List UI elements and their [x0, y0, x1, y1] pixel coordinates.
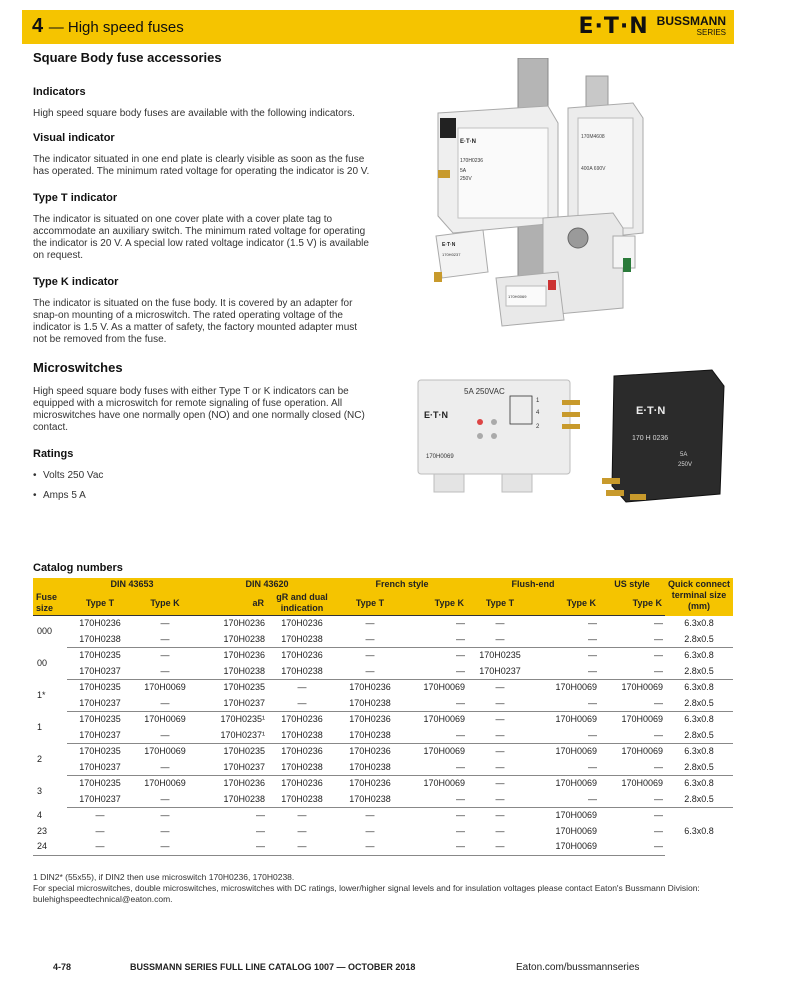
table-cell: 170H0238	[337, 792, 403, 808]
table-cell: —	[267, 696, 337, 712]
table-row	[33, 616, 733, 632]
type-t-heading: Type T indicator	[33, 192, 118, 204]
footnote-contact: For special microswitches, double microswitches, microswitches with DC ratings, lower/higher signal levels and for insulation voltages please contact Eaton's Bussmann Division: bulehighspeedtechnical@eaton.com.	[33, 883, 700, 904]
table-row	[33, 648, 733, 664]
table-cell: 170H0069	[423, 714, 465, 724]
table-cell: 170H0235	[79, 746, 121, 756]
visual-indicator-text: The indicator situated in one end plate is clearly visible as soon as the fuse has operated. The minimum rated voltage for operating the indicator is 20 V.	[33, 154, 370, 177]
left-column	[33, 52, 373, 510]
table-cell: 170H0069	[423, 682, 465, 692]
table-cell: 170H0069	[144, 746, 186, 756]
page-number: 4-78	[53, 962, 72, 972]
fuse-size-cell: 23	[37, 825, 48, 836]
table-cell: 170H0237	[197, 696, 267, 712]
table-column-header-row	[33, 591, 733, 616]
table-cell: —	[297, 825, 307, 836]
fuse-size-cell: 4	[37, 809, 43, 820]
brand-name: BUSSMANN	[656, 13, 726, 28]
table-row	[33, 664, 733, 680]
table-cell: 2.8x0.5	[665, 760, 733, 776]
table-cell: 170H0235	[79, 682, 121, 692]
table-cell: —	[467, 760, 533, 776]
table-row	[33, 808, 733, 824]
table-header-cell	[33, 578, 67, 591]
group-din43653: DIN 43653	[67, 578, 197, 591]
switch-right-logo: E·T·N	[636, 405, 666, 417]
group-french-style: French style	[337, 578, 467, 591]
table-cell: 170H0236	[79, 618, 121, 628]
table-cell: 170H0238	[267, 792, 337, 808]
table-cell: 170H0236	[349, 714, 391, 724]
table-cell: —	[495, 618, 505, 628]
table-row	[33, 776, 733, 792]
table-cell: —	[533, 792, 599, 808]
table-cell: 170H0236	[349, 746, 391, 756]
table-cell: 6.3x0.8	[684, 778, 714, 788]
table-cell: 170H0069	[555, 682, 597, 692]
table-cell: —	[403, 696, 467, 712]
table-cell: 170H0236	[349, 778, 391, 788]
table-cell: 170H0069	[621, 746, 663, 756]
table-cell: —	[533, 632, 599, 648]
table-cell: 170H0238	[337, 696, 403, 712]
table-cell: —	[456, 618, 465, 628]
col-flush-type-k: Type K	[533, 591, 599, 616]
table-cell: —	[495, 682, 505, 692]
table-cell: —	[337, 632, 403, 648]
col-french-type-t: Type T	[337, 591, 403, 616]
table-cell: —	[599, 728, 665, 744]
table-cell: 170H0069	[144, 714, 186, 724]
table-cell: 170H0069	[423, 746, 465, 756]
table-cell: —	[403, 664, 467, 680]
group-us-style: US style	[599, 578, 665, 591]
table-cell: —	[337, 664, 403, 680]
ratings-heading: Ratings	[33, 448, 74, 460]
table-cell: —	[297, 810, 307, 820]
table-cell: 170H0238	[267, 728, 337, 744]
table-cell: —	[467, 728, 533, 744]
table-row	[33, 744, 733, 760]
table-cell: 170H0236	[349, 682, 391, 692]
table-cell: —	[654, 825, 663, 836]
table-cell: 170H0238	[197, 792, 267, 808]
group-quick-connect: Quick connect terminal size (mm)	[665, 578, 733, 616]
table-cell: —	[654, 618, 663, 628]
indicators-heading: Indicators	[33, 86, 86, 98]
table-cell: 170H0237	[467, 664, 533, 680]
table-cell: 170H0238	[267, 664, 337, 680]
table-row	[33, 839, 733, 855]
table-cell: 170H0236	[281, 650, 323, 660]
col-fuse-size: Fuse size	[33, 591, 67, 616]
table-cell: 170H0236	[281, 714, 323, 724]
switch-left-rating: 5A 250VAC	[464, 387, 505, 396]
contact-4: 4	[536, 410, 540, 416]
table-cell: —	[533, 664, 599, 680]
col-us-type-k: Type K	[599, 591, 665, 616]
section-title	[32, 15, 184, 38]
table-cell: 170H0069	[144, 682, 186, 692]
fuse-size-cell: 1*	[37, 689, 46, 700]
table-cell: —	[133, 696, 197, 712]
table-cell: 170H0069	[555, 810, 597, 820]
table-cell: 6.3x0.8	[684, 746, 714, 756]
table-cell: —	[267, 839, 337, 855]
table-cell: 170H0237	[197, 760, 267, 776]
table-cell: 170H0235	[79, 650, 121, 660]
table-cell: 2.8x0.5	[665, 728, 733, 744]
table-cell: 170H0236	[223, 618, 265, 628]
fuse-assortment-photo	[418, 58, 734, 350]
table-cell: —	[95, 825, 105, 836]
table-cell: —	[467, 839, 533, 855]
col-french-type-k: Type K	[403, 591, 467, 616]
section-header-bar	[22, 10, 734, 44]
table-cell: —	[133, 632, 197, 648]
table-cell: 170H0238	[267, 632, 337, 648]
table-cell: 2.8x0.5	[665, 696, 733, 712]
website-link[interactable]: Eaton.com/bussmannseries	[516, 962, 640, 973]
table-cell: 170H0235¹	[220, 714, 265, 724]
table-cell: 170H0069	[144, 778, 186, 788]
fuse-size-cell: 00	[37, 657, 48, 668]
table-cell: 170H0237	[67, 728, 133, 744]
table-cell: —	[495, 714, 505, 724]
table-cell: —	[403, 792, 467, 808]
type-k-heading: Type K indicator	[33, 276, 119, 288]
fuse-label-rating: 400A 690V	[581, 166, 606, 172]
type-t-text: The indicator is situated on one cover plate with a cover plate tag to accommodate an auxiliary switch. The minimum rated voltage for operating the indicator is 20 V. A special low rated voltage indicator (1.5 V) is available on request.	[33, 214, 369, 261]
table-cell: 170H0069	[555, 746, 597, 756]
rating-item: • Volts 250 Vac	[33, 470, 373, 482]
table-cell: —	[467, 792, 533, 808]
table-cell: —	[495, 746, 505, 756]
table-cell: —	[67, 839, 133, 855]
table-group-header-row	[33, 578, 733, 591]
table-cell: —	[467, 696, 533, 712]
table-cell: 170H0069	[621, 682, 663, 692]
table-cell: 170H0238	[337, 728, 403, 744]
col-type-t: Type T	[67, 591, 133, 616]
fuse-size-cell: 24	[33, 839, 67, 855]
table-row	[33, 760, 733, 776]
section-title-text: — High speed fuses	[48, 19, 184, 36]
footnotes	[33, 872, 733, 905]
col-ar: aR	[197, 591, 267, 616]
type-k-text: The indicator is situated on the fuse body. It is covered by an adapter for snap-on mounting of a microswitch. The rated operating voltage of the indicator is 1.5 V. As a matter of safety, the factory mounted adapter must not be removed from the fuse.	[33, 298, 358, 345]
table-cell: 170H0238	[197, 632, 267, 648]
table-cell: —	[365, 650, 375, 660]
bussmann-series-mark	[656, 13, 726, 38]
table-cell: —	[456, 650, 465, 660]
ratings-list	[33, 470, 373, 502]
table-cell: 170H0235	[79, 778, 121, 788]
table-cell: 170H0237¹	[197, 728, 267, 744]
table-cell: 6.3x0.8	[684, 682, 714, 692]
table-row	[33, 696, 733, 712]
switch-small-logo: E·T·N	[442, 242, 456, 248]
table-cell: 170H0069	[555, 714, 597, 724]
catalog-table-body	[33, 616, 733, 856]
table-cell: 170H0235	[223, 746, 265, 756]
table-cell: —	[297, 682, 307, 692]
table-cell: —	[197, 839, 267, 855]
col-type-k: Type K	[133, 591, 197, 616]
catalog-numbers-heading: Catalog numbers	[33, 562, 123, 574]
table-cell: —	[403, 728, 467, 744]
table-cell: —	[654, 810, 663, 820]
table-cell: 2.8x0.5	[665, 632, 733, 648]
indicators-text: High speed square body fuses are available with the following indicators.	[33, 108, 355, 119]
fuse-size-cell: 2	[37, 753, 43, 764]
footnote-din2: 1 DIN2* (55x55), if DIN2 then use microswitch 170H0236, 170H0238.	[33, 872, 295, 882]
table-cell: 170H0237	[67, 696, 133, 712]
table-cell: 170H0238	[197, 664, 267, 680]
col-gr-dual: gR and dual indication	[267, 591, 337, 616]
table-cell: 170H0069	[533, 839, 599, 855]
table-cell: 170H0238	[267, 760, 337, 776]
table-cell: —	[533, 760, 599, 776]
group-flush-end: Flush-end	[467, 578, 599, 591]
table-cell: —	[95, 810, 105, 820]
rating-item: • Amps 5 A	[33, 490, 373, 502]
table-cell: —	[365, 618, 375, 628]
table-cell: 170H0069	[621, 778, 663, 788]
table-cell: —	[133, 760, 197, 776]
table-cell: 170H0236	[223, 778, 265, 788]
table-cell: —	[467, 632, 533, 648]
table-cell: 6.3x0.8	[684, 617, 714, 628]
section-number: 4	[32, 15, 44, 37]
table-cell: —	[160, 825, 170, 836]
table-cell: —	[160, 810, 170, 820]
table-cell: —	[133, 664, 197, 680]
contact-1: 1	[536, 398, 540, 404]
switch-right-amp: 5A	[680, 452, 688, 458]
table-cell: —	[403, 839, 467, 855]
table-cell: 170H0238	[337, 760, 403, 776]
switch-front-part: 170H0069	[508, 294, 527, 299]
table-cell: —	[599, 792, 665, 808]
table-cell: —	[588, 618, 597, 628]
table-cell: 170H0238	[67, 632, 133, 648]
table-cell: —	[160, 618, 170, 628]
table-cell: 170H0069	[555, 778, 597, 788]
table-cell: 170H0237	[67, 760, 133, 776]
table-cell: —	[337, 839, 403, 855]
table-cell: —	[495, 825, 505, 836]
visual-indicator-heading: Visual indicator	[33, 132, 115, 144]
table-cell: 170H0236	[281, 618, 323, 628]
table-cell: —	[456, 810, 465, 820]
table-row	[33, 824, 733, 840]
table-cell: —	[533, 728, 599, 744]
table-cell: 170H0069	[621, 714, 663, 724]
table-cell: —	[495, 778, 505, 788]
table-cell: —	[403, 760, 467, 776]
table-cell: —	[533, 696, 599, 712]
table-cell: —	[599, 632, 665, 648]
table-cell: —	[133, 839, 197, 855]
switch-left-part: 170H0069	[426, 454, 454, 460]
table-cell: —	[588, 650, 597, 660]
group-din43620: DIN 43620	[197, 578, 337, 591]
table-cell: —	[599, 696, 665, 712]
table-cell: 170H0236	[223, 650, 265, 660]
fuse-size-cell: 3	[37, 785, 43, 796]
table-cell: 170H0235	[79, 714, 121, 724]
eaton-bussmann-logo	[578, 14, 726, 39]
table-cell: —	[654, 650, 663, 660]
table-cell: 2.8x0.5	[665, 792, 733, 808]
table-cell: —	[256, 810, 265, 820]
table-cell: —	[133, 728, 197, 744]
table-cell: 6.3x0.8	[684, 650, 714, 660]
table-cell: 170H0236	[281, 778, 323, 788]
table-cell: —	[599, 760, 665, 776]
table-cell: 170H0069	[555, 825, 597, 836]
microswitches-heading: Microswitches	[33, 360, 123, 375]
table-cell: 170H0069	[423, 778, 465, 788]
table-cell: 170H0237	[67, 664, 133, 680]
table-cell: —	[133, 792, 197, 808]
contact-2: 2	[536, 424, 540, 430]
table-row	[33, 792, 733, 808]
switch-small-part: 170H0237	[442, 252, 461, 257]
table-cell: —	[160, 650, 170, 660]
microswitch-photo	[414, 366, 734, 516]
eaton-logo: E·T·N	[578, 14, 649, 39]
table-cell: 170H0237	[67, 792, 133, 808]
table-cell: —	[495, 810, 505, 820]
table-row	[33, 728, 733, 744]
microswitches-text: High speed square body fuses with either Type T or K indicators can be equipped with a microswitch for remote signaling of fuse operation. All microswitches have one normally open (NO) and one normally closed (NC) contact.	[33, 386, 365, 433]
fuse-size-cell: 1	[37, 721, 43, 732]
table-row	[33, 632, 733, 648]
fuse-size-cell: 000	[37, 626, 53, 636]
page-title: Square Body fuse accessories	[33, 50, 222, 65]
table-row	[33, 712, 733, 728]
table-cell: 6.3x0.8	[684, 714, 714, 724]
table-cell: —	[365, 825, 375, 836]
table-row	[33, 680, 733, 696]
table-cell: —	[403, 632, 467, 648]
fuse-volt: 250V	[460, 176, 472, 182]
col-flush-type-t: Type T	[467, 591, 533, 616]
catalog-table	[33, 578, 733, 856]
table-cell: —	[599, 664, 665, 680]
fuse-amp: 5A	[460, 168, 467, 174]
fuse-label-part: 170M4608	[581, 134, 605, 140]
brand-series: SERIES	[696, 27, 726, 37]
switch-right-part: 170 H 0236	[632, 435, 669, 442]
table-cell: 170H0235	[479, 650, 521, 660]
table-cell: —	[365, 810, 375, 820]
table-cell: 170H0235	[223, 682, 265, 692]
table-cell: —	[256, 825, 265, 836]
fuse-logo: E·T·N	[460, 139, 476, 145]
switch-right-volt: 250V	[678, 462, 693, 468]
table-cell: —	[599, 839, 665, 855]
table-cell: —	[456, 825, 465, 836]
fuse-part: 170H0236	[460, 158, 484, 164]
table-cell: 2.8x0.5	[665, 664, 733, 680]
table-cell: 170H0236	[281, 746, 323, 756]
catalog-footer: BUSSMANN SERIES FULL LINE CATALOG 1007 — OCTOBER 2018	[130, 962, 416, 972]
switch-left-logo: E·T·N	[424, 410, 448, 420]
terminal-size-cell: 6.3x0.8	[684, 825, 714, 836]
